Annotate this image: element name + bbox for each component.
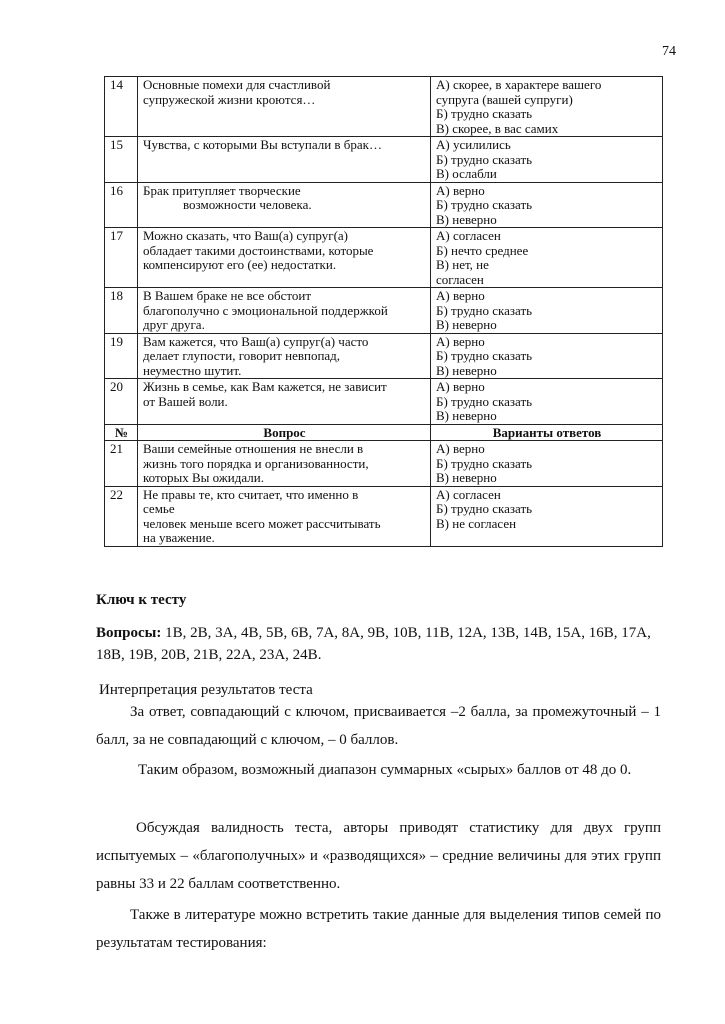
- answer-option: В) нет, не: [436, 257, 489, 272]
- table-body-lower: [105, 441, 663, 547]
- answer-options: [431, 228, 663, 288]
- answer-options: [431, 379, 663, 425]
- key-title: Ключ к тесту: [96, 592, 187, 608]
- answer-option: Б) трудно сказать: [436, 455, 533, 471]
- table-row: [105, 288, 663, 334]
- question-line: неуместно шутит.: [143, 362, 242, 378]
- answer-option: А) верно: [436, 379, 485, 394]
- question-line: Брак притупляет творческие: [143, 182, 301, 198]
- question-line: В Вашем браке не все обстоит: [143, 288, 312, 303]
- header-answers: Варианты ответов: [431, 424, 663, 441]
- key-answer-list: 1В, 2В, 3А, 4В, 5В, 6В, 7А, 8А, 9В, 10В, 11В, 12А, 13В, 14В, 15А, 16В, 17А, 18В, 19В, 20В, 21В, 22А, 23А, 24В.: [96, 625, 651, 663]
- paragraph: Таким образом, возможный диапазон суммарных «сырых» баллов от 48 до 0.: [138, 762, 632, 778]
- question-text: [138, 182, 431, 228]
- question-text: [138, 379, 431, 425]
- question-line: Жизнь в семье, как Вам кажется, не зависит: [143, 379, 387, 394]
- question-line: Основные помехи для счастливой: [143, 77, 331, 92]
- answer-option: А) согласен: [436, 486, 501, 502]
- question-line: Чувства, с которыми Вы вступали в брак…: [143, 137, 383, 152]
- question-number: 19: [105, 333, 138, 379]
- question-line: Не правы те, кто считает, что именно в: [143, 486, 359, 502]
- answer-option: А) верно: [436, 333, 485, 349]
- key-label: Вопросы:: [96, 625, 162, 641]
- question-line: семье: [143, 501, 175, 516]
- table-row: [105, 137, 663, 183]
- question-line: благополучно с эмоциональной поддержкой: [143, 302, 388, 318]
- paragraph: Обсуждая валидность теста, авторы приводят статистику для двух групп испытуемых – «благополучных» и «разводящихся» – средние величины для этих групп равны 33 и 22 баллам соответственно.: [96, 820, 661, 892]
- answer-option: В) ослабли: [436, 166, 497, 181]
- answer-option: Б) трудно сказать: [436, 197, 533, 212]
- question-number: 22: [105, 486, 138, 546]
- answer-option: Б) трудно сказать: [436, 106, 533, 121]
- paragraph: Также в литературе можно встретить такие данные для выделения типов семей по результатам тестирования:: [96, 907, 661, 951]
- table-row: [105, 333, 663, 379]
- answer-option: Б) трудно сказать: [436, 302, 533, 318]
- question-line: Ваши семейные отношения не внесли в: [143, 441, 364, 456]
- questionnaire-table: [104, 76, 663, 547]
- table-header-row: [105, 424, 663, 441]
- question-number: 17: [105, 228, 138, 288]
- question-number: 21: [105, 441, 138, 487]
- question-text: [138, 77, 431, 137]
- answer-option: Б) трудно сказать: [436, 348, 533, 363]
- answer-options: [431, 288, 663, 334]
- page-number: 74: [662, 44, 676, 59]
- question-text: [138, 333, 431, 379]
- answer-option: В) скорее, в вас самих: [436, 120, 559, 136]
- answer-option: А) согласен: [436, 228, 501, 243]
- answer-option: В) не согласен: [436, 515, 517, 531]
- question-line: делает глупости, говорит невпопад,: [143, 348, 341, 363]
- question-text: [138, 486, 431, 546]
- answer-option: А) верно: [436, 182, 485, 198]
- question-line: супружеской жизни кроются…: [143, 91, 316, 107]
- question-line: компенсируют его (ее) недостатки.: [143, 257, 337, 272]
- answer-option: согласен: [436, 271, 484, 287]
- question-text: [138, 137, 431, 183]
- question-number: 16: [105, 182, 138, 228]
- table-header-row-group: [105, 424, 663, 441]
- answer-option: А) усилились: [436, 137, 511, 152]
- answer-option: В) неверно: [436, 362, 497, 378]
- question-number: 14: [105, 77, 138, 137]
- question-line: обладает такими достоинствами, которые: [143, 242, 374, 258]
- question-line: возможности человека.: [183, 197, 312, 212]
- table-row: [105, 379, 663, 425]
- question-number: 18: [105, 288, 138, 334]
- answer-option: супруга (вашей супруги): [436, 91, 573, 107]
- answer-options: [431, 182, 663, 228]
- answer-option: В) неверно: [436, 211, 497, 227]
- question-text: [138, 228, 431, 288]
- answer-options: [431, 441, 663, 487]
- table-row: [105, 77, 663, 137]
- answer-option: А) верно: [436, 441, 485, 456]
- table-row: [105, 182, 663, 228]
- table-row: [105, 486, 663, 546]
- interpretation-title: Интерпретация результатов теста: [99, 682, 313, 698]
- paragraph: За ответ, совпадающий с ключом, присваивается –2 балла, за промежуточный – 1 балл, за не совпадающий с ключом, – 0 баллов.: [96, 704, 661, 748]
- key-answers: [96, 622, 661, 666]
- question-number: 20: [105, 379, 138, 425]
- table-row: [105, 228, 663, 288]
- header-num: №: [105, 424, 138, 441]
- answer-option: В) неверно: [436, 317, 497, 332]
- answer-option: В) неверно: [436, 408, 497, 423]
- question-line: на уважение.: [143, 530, 215, 545]
- answer-options: [431, 77, 663, 137]
- question-line: человек меньше всего может рассчитывать: [143, 515, 381, 531]
- question-text: [138, 441, 431, 487]
- question-line: от Вашей воли.: [143, 393, 228, 409]
- answer-option: Б) трудно сказать: [436, 151, 533, 167]
- answer-option: В) неверно: [436, 470, 497, 485]
- question-line: которых Вы ожидали.: [143, 470, 264, 485]
- answer-options: [431, 486, 663, 546]
- answer-options: [431, 137, 663, 183]
- table-row: [105, 441, 663, 487]
- answer-option: Б) нечто среднее: [436, 242, 529, 258]
- question-number: 15: [105, 137, 138, 183]
- answer-options: [431, 333, 663, 379]
- question-text: [138, 288, 431, 334]
- header-question: Вопрос: [138, 424, 431, 441]
- question-line: друг друга.: [143, 317, 205, 332]
- question-line: Можно сказать, что Ваш(а) супруг(а): [143, 228, 349, 243]
- answer-option: А) верно: [436, 288, 485, 303]
- answer-option: Б) трудно сказать: [436, 393, 533, 409]
- question-line: Вам кажется, что Ваш(а) супруг(а) часто: [143, 333, 369, 349]
- answer-option: А) скорее, в характере вашего: [436, 77, 602, 92]
- table-body-upper: [105, 77, 663, 425]
- answer-option: Б) трудно сказать: [436, 501, 533, 516]
- question-line: жизнь того порядка и организованности,: [143, 455, 369, 471]
